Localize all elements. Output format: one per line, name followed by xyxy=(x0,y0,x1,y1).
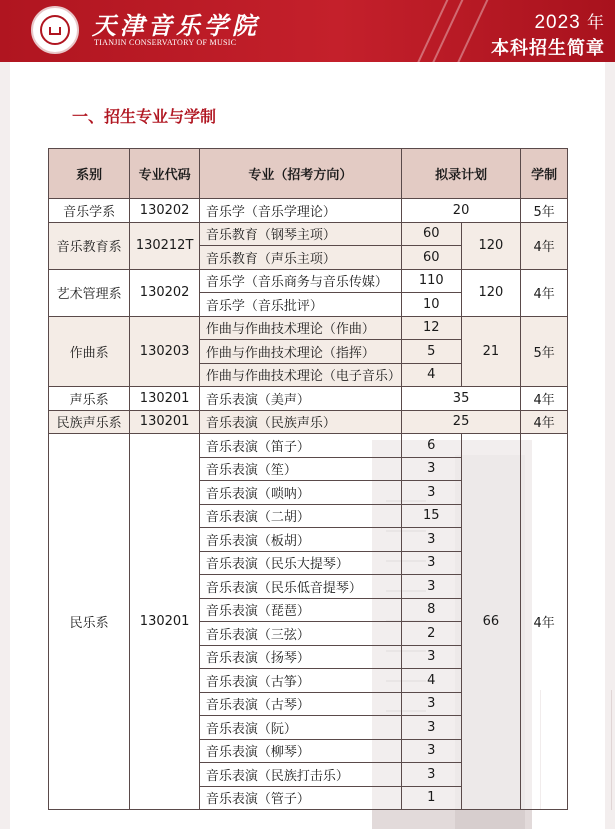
header-code: 专业代码 xyxy=(130,149,200,199)
plan-cell: 3 xyxy=(401,481,461,505)
major-cell: 作曲与作曲技术理论（作曲） xyxy=(199,316,401,340)
table-row xyxy=(49,410,568,434)
plan-cell: 3 xyxy=(401,739,461,763)
department-cell: 音乐教育系 xyxy=(49,222,130,269)
major-cell: 音乐表演（古琴） xyxy=(199,692,401,716)
plan-total-cell: 120 xyxy=(461,222,521,269)
plan-cell: 3 xyxy=(401,528,461,552)
header-major: 专业（招考方向） xyxy=(199,149,401,199)
code-cell: 130202 xyxy=(130,199,200,223)
plan-cell: 3 xyxy=(401,575,461,599)
admission-plan-table xyxy=(48,148,568,810)
major-cell: 音乐表演（民乐低音提琴） xyxy=(199,575,401,599)
major-cell: 音乐表演（二胡） xyxy=(199,504,401,528)
section-title: 一、招生专业与学制 xyxy=(72,107,217,126)
major-cell: 音乐表演（笛子） xyxy=(199,434,401,458)
plan-total-cell: 21 xyxy=(461,316,521,387)
major-cell: 音乐表演（民乐大提琴） xyxy=(199,551,401,575)
plan-cell: 6 xyxy=(401,434,461,458)
code-cell: 130201 xyxy=(130,434,200,810)
plan-cell: 3 xyxy=(401,692,461,716)
major-cell: 音乐表演（阮） xyxy=(199,716,401,740)
department-cell: 艺术管理系 xyxy=(49,269,130,316)
duration-cell: 4年 xyxy=(521,387,568,411)
department-cell: 音乐学系 xyxy=(49,199,130,223)
major-cell: 音乐表演（民族声乐） xyxy=(199,410,401,434)
plan-cell: 110 xyxy=(401,269,461,293)
major-cell: 音乐表演（柳琴） xyxy=(199,739,401,763)
school-seal-icon xyxy=(31,6,79,54)
major-cell: 音乐表演（美声） xyxy=(199,387,401,411)
plan-cell: 60 xyxy=(401,246,461,270)
school-name-cn: 天津音乐学院 xyxy=(92,11,260,40)
plan-cell: 3 xyxy=(401,763,461,787)
plan-cell: 1 xyxy=(401,786,461,810)
plan-cell: 3 xyxy=(401,645,461,669)
major-cell: 音乐表演（板胡） xyxy=(199,528,401,552)
plan-cell: 10 xyxy=(401,293,461,317)
plan-cell: 2 xyxy=(401,622,461,646)
major-cell: 音乐表演（唢呐） xyxy=(199,481,401,505)
table-row xyxy=(49,269,568,293)
table-row xyxy=(49,316,568,340)
major-cell: 音乐表演（管子） xyxy=(199,786,401,810)
plan-cell: 35 xyxy=(401,387,520,411)
department-cell: 声乐系 xyxy=(49,387,130,411)
plan-cell: 8 xyxy=(401,598,461,622)
plan-cell: 20 xyxy=(401,199,520,223)
plan-cell: 3 xyxy=(401,716,461,740)
duration-cell: 4年 xyxy=(521,222,568,269)
major-cell: 音乐表演（古筝） xyxy=(199,669,401,693)
duration-cell: 5年 xyxy=(521,316,568,387)
duration-cell: 4年 xyxy=(521,410,568,434)
brochure-title: 本科招生简章 xyxy=(491,38,605,59)
major-cell: 音乐表演（民族打击乐） xyxy=(199,763,401,787)
table-row xyxy=(49,387,568,411)
major-cell: 作曲与作曲技术理论（指挥） xyxy=(199,340,401,364)
table-header-row xyxy=(49,149,568,199)
department-cell: 作曲系 xyxy=(49,316,130,387)
code-cell: 130201 xyxy=(130,410,200,434)
header-department: 系别 xyxy=(49,149,130,199)
department-cell: 民乐系 xyxy=(49,434,130,810)
major-cell: 音乐教育（钢琴主项） xyxy=(199,222,401,246)
code-cell: 130201 xyxy=(130,387,200,411)
major-cell: 作曲与作曲技术理论（电子音乐） xyxy=(199,363,401,387)
plan-total-cell: 66 xyxy=(461,434,521,810)
department-cell: 民族声乐系 xyxy=(49,410,130,434)
duration-cell: 4年 xyxy=(521,269,568,316)
header-duration: 学制 xyxy=(521,149,568,199)
major-cell: 音乐学（音乐学理论） xyxy=(199,199,401,223)
plan-cell: 4 xyxy=(401,363,461,387)
plan-cell: 60 xyxy=(401,222,461,246)
major-cell: 音乐表演（三弦） xyxy=(199,622,401,646)
code-cell: 130202 xyxy=(130,269,200,316)
major-cell: 音乐表演（扬琴） xyxy=(199,645,401,669)
header-plan: 拟录计划 xyxy=(401,149,520,199)
major-cell: 音乐表演（琵琶） xyxy=(199,598,401,622)
table-row xyxy=(49,222,568,246)
major-cell: 音乐学（音乐批评） xyxy=(199,293,401,317)
plan-cell: 3 xyxy=(401,551,461,575)
duration-cell: 5年 xyxy=(521,199,568,223)
table-row xyxy=(49,199,568,223)
page-header xyxy=(0,0,615,62)
duration-cell: 4年 xyxy=(521,434,568,810)
plan-cell: 12 xyxy=(401,316,461,340)
plan-cell: 3 xyxy=(401,457,461,481)
code-cell: 130203 xyxy=(130,316,200,387)
plan-cell: 15 xyxy=(401,504,461,528)
major-cell: 音乐学（音乐商务与音乐传媒） xyxy=(199,269,401,293)
plan-cell: 25 xyxy=(401,410,520,434)
major-cell: 音乐表演（笙） xyxy=(199,457,401,481)
major-cell: 音乐教育（声乐主项） xyxy=(199,246,401,270)
plan-total-cell: 120 xyxy=(461,269,521,316)
plan-cell: 4 xyxy=(401,669,461,693)
school-name-en: TIANJIN CONSERVATORY OF MUSIC xyxy=(94,38,237,47)
brochure-year: 2023 年 xyxy=(534,12,605,33)
plan-cell: 5 xyxy=(401,340,461,364)
code-cell: 130212T xyxy=(130,222,200,269)
table-row xyxy=(49,434,568,458)
